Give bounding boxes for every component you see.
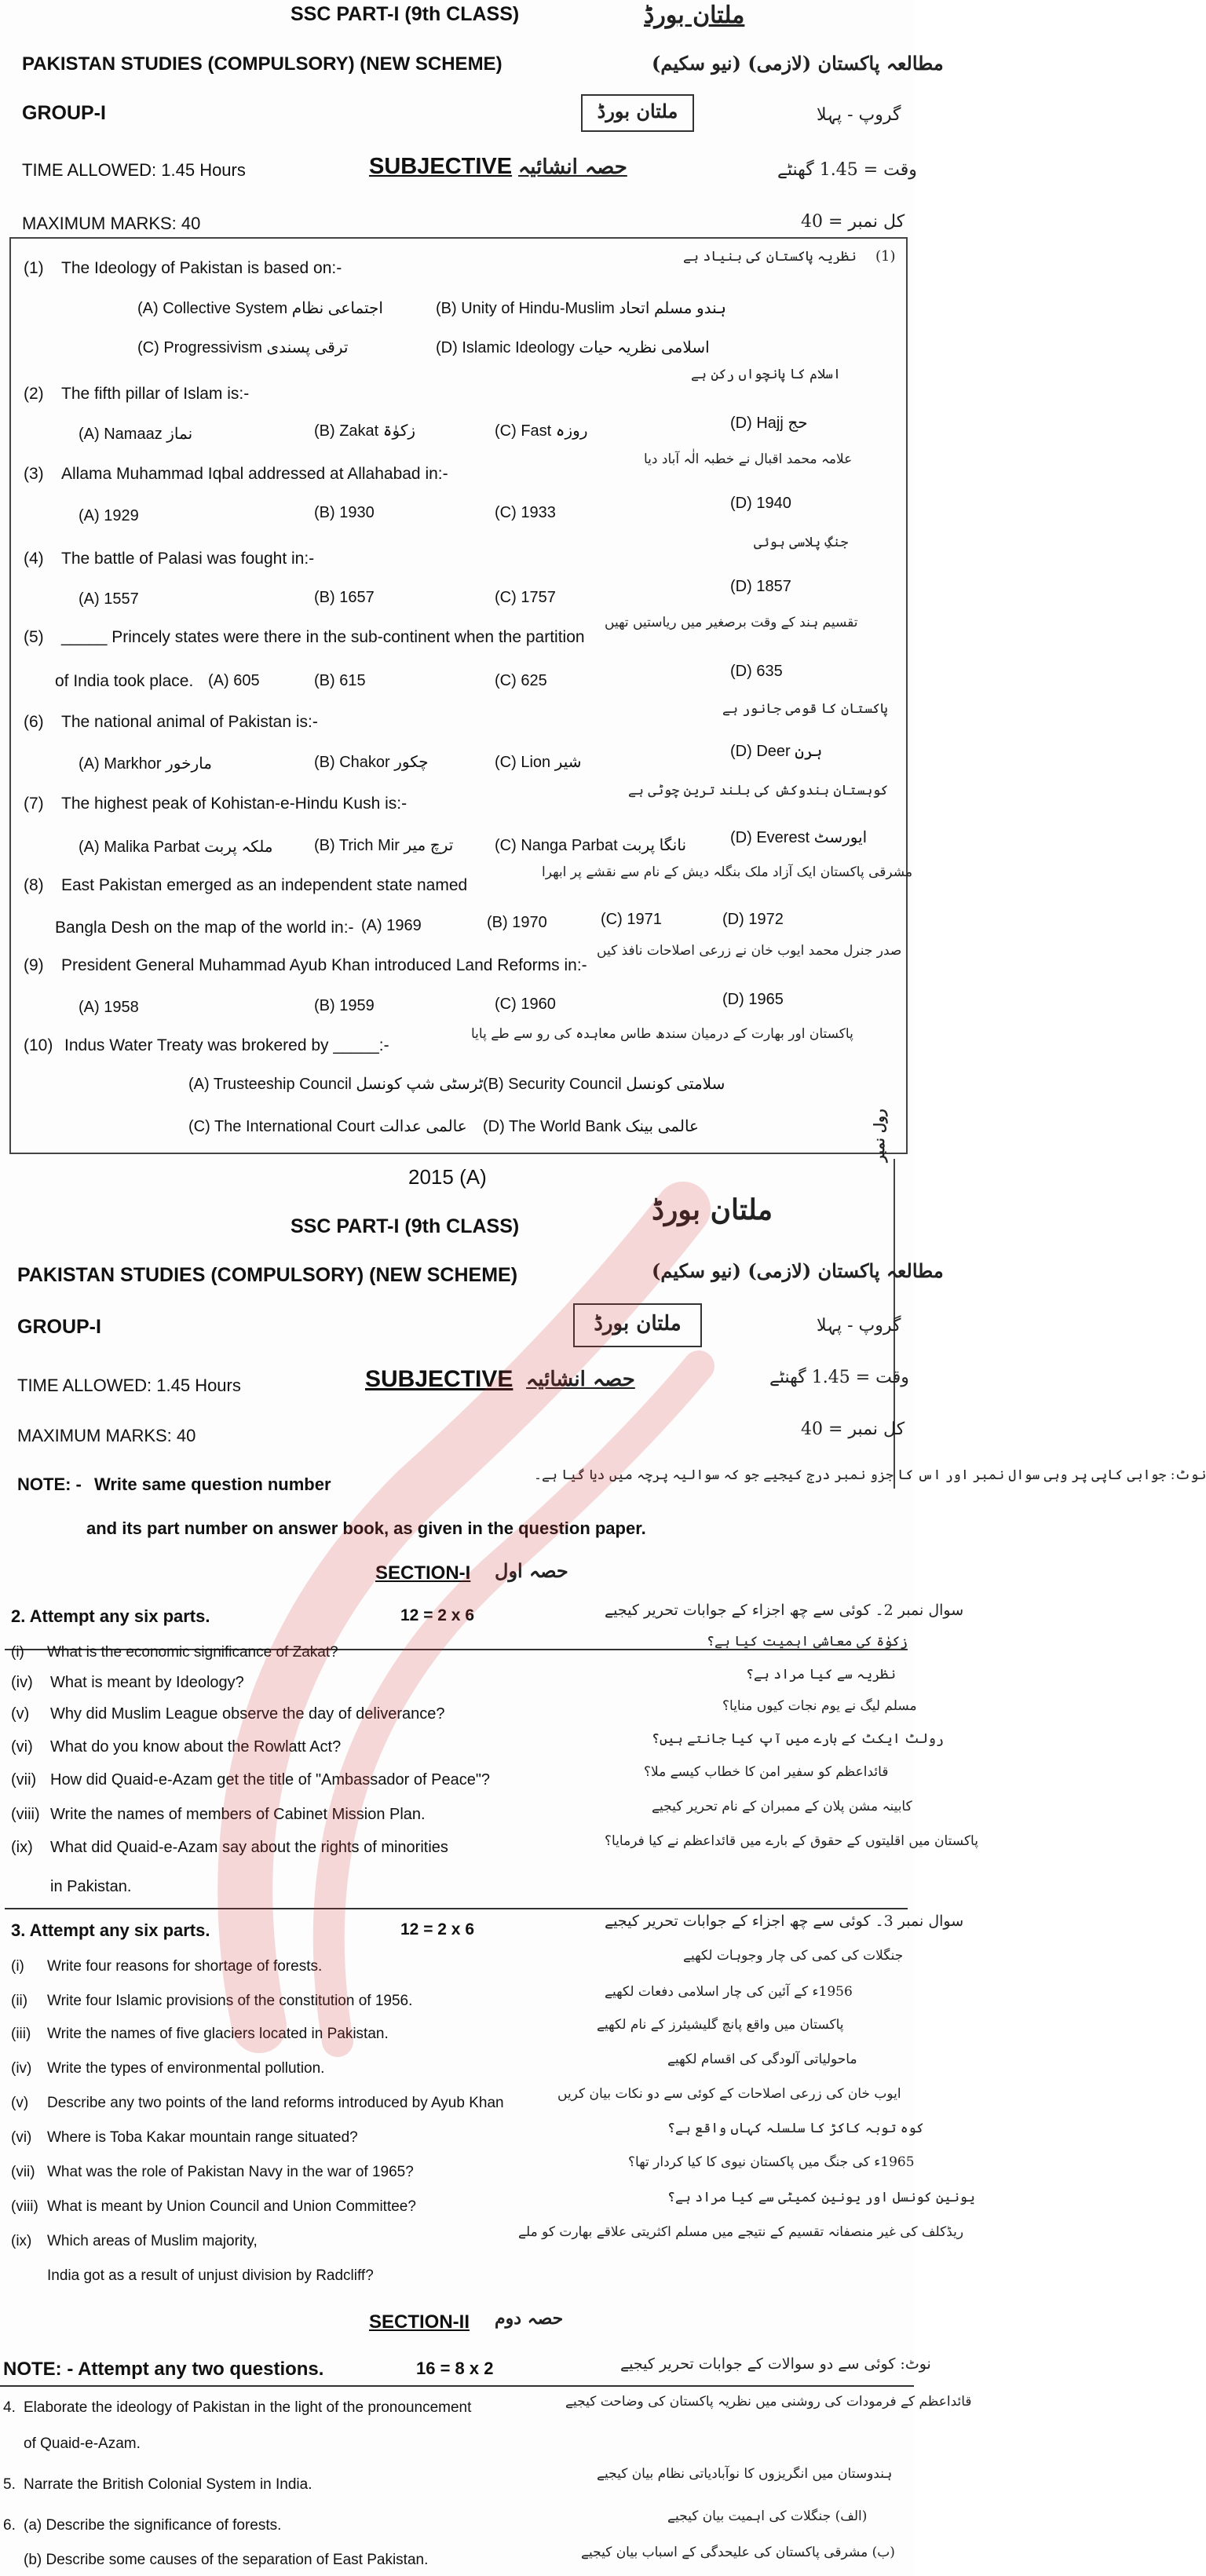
q2-part-num: (ix) bbox=[11, 1839, 33, 1856]
section-2-note-urdu: نوٹ: کوئی سے دو سوالات کے جوابات تحریر کیجیے bbox=[620, 2355, 931, 2373]
mcq-option-b: (B) Security Council سلامتی کونسل bbox=[483, 1076, 725, 1093]
mcq-question: President General Muhammad Ayub Khan introduced Land Reforms in:- bbox=[61, 956, 587, 974]
section-2-title-urdu: حصہ دوم bbox=[495, 2308, 564, 2329]
q5-text: Narrate the British Colonial System in India. bbox=[24, 2476, 312, 2493]
q3-part-text: Write the names of five glaciers located in Pakistan. bbox=[47, 2026, 389, 2042]
mcq-option-b: (B) 615 bbox=[314, 672, 366, 689]
q3-part-text: What is meant by Union Council and Union Committee? bbox=[47, 2198, 416, 2215]
q3-part-num: (i) bbox=[11, 1958, 24, 1975]
q3-heading-urdu: سوال نمبر 3۔ کوئی سے چھ اجزاء کے جوابات تحریر کیجیے bbox=[605, 1913, 964, 1930]
mcq-option-c: (C) Fast روزہ bbox=[495, 422, 588, 440]
mcq-question: The national animal of Pakistan is:- bbox=[61, 713, 318, 731]
subjective-label-2: SUBJECTIVE bbox=[365, 1366, 513, 1392]
q3-part-num: (ix) bbox=[11, 2233, 32, 2249]
mcq-option-c: (C) 1757 bbox=[495, 589, 556, 606]
q2-part-num: (vii) bbox=[11, 1771, 37, 1789]
q2-part-urdu: رولٹ ایکٹ کے بارے میں آپ کیا جانتے ہیں؟ bbox=[652, 1731, 944, 1747]
mcq-option-a: (A) Namaaz نماز bbox=[79, 426, 193, 443]
q2-part-urdu: نظریہ سے کیا مراد ہے؟ bbox=[746, 1667, 896, 1683]
subject-title-2: PAKISTAN STUDIES (COMPULSORY) (NEW SCHEME) bbox=[17, 1264, 518, 1286]
mcq-option-c: (C) The International Court عالمی عدالت bbox=[188, 1118, 467, 1135]
stamp-text-2: ملتان بورڈ bbox=[594, 1312, 682, 1336]
mcq-option-b: (B) Unity of Hindu-Muslim ہندو مسلم اتحاد bbox=[436, 300, 726, 317]
board-stamp bbox=[581, 94, 694, 132]
mcq-option-d: (D) 635 bbox=[730, 663, 783, 680]
q3-divider bbox=[5, 1908, 908, 1909]
section-1-title: SECTION-I bbox=[375, 1562, 471, 1584]
q6a-text: (a) Describe the significance of forests. bbox=[24, 2517, 282, 2534]
q6b-text-urdu: (ب) مشرقی پاکستان کی علیحدگی کے اسباب بیان کیجیے bbox=[581, 2545, 895, 2560]
class-title: SSC PART-I (9th CLASS) bbox=[291, 3, 520, 25]
time-allowed: TIME ALLOWED: 1.45 Hours bbox=[22, 160, 246, 180]
mcq-option-b: (B) 1959 bbox=[314, 997, 375, 1014]
mcq-option-a: (A) 1929 bbox=[79, 507, 139, 524]
mcq-option-d: (D) 1972 bbox=[722, 911, 784, 928]
q2-part-num: (v) bbox=[11, 1705, 30, 1723]
mcq-question: The highest peak of Kohistan-e-Hindu Kush is:- bbox=[61, 795, 407, 813]
q2-part-text: What do you know about the Rowlatt Act? bbox=[50, 1738, 342, 1756]
mcq-option-c: (C) 625 bbox=[495, 672, 547, 689]
mcq-option-d: (D) 1940 bbox=[730, 495, 791, 512]
mcq-option-b: (B) 1970 bbox=[487, 914, 547, 931]
mcq-number: (1) bbox=[24, 259, 44, 277]
q2-part-num: (iv) bbox=[11, 1674, 33, 1691]
subjective-label-urdu: حصہ انشائیہ bbox=[518, 155, 627, 179]
q2-part-text: What is meant by Ideology? bbox=[50, 1674, 244, 1691]
mcq-option-b: (B) Zakat زکوٰۃ bbox=[314, 422, 416, 440]
q2-part-urdu: مسلم لیگ نے یوم نجات کیوں منایا؟ bbox=[722, 1698, 917, 1714]
mcq-number: (7) bbox=[24, 795, 44, 813]
q3-part-text: What was the role of Pakistan Navy in the war of 1965? bbox=[47, 2164, 414, 2180]
mcq-option-a: (A) 1557 bbox=[79, 590, 139, 608]
q3-part-urdu: جنگلات کی کمی کی چار وجوہات لکھیے bbox=[683, 1948, 904, 1964]
mcq-option-c: (C) Nanga Parbat نانگا پربت bbox=[495, 837, 687, 854]
q2-part-urdu: کابینہ مشن پلان کے ممبران کے نام تحریر کیجیے bbox=[652, 1799, 912, 1814]
group-label-urdu-2: گروپ - پہلا bbox=[817, 1316, 901, 1336]
q2-part-text: Why did Muslim League observe the day of deliverance? bbox=[50, 1705, 445, 1723]
q3-part-num: (vi) bbox=[11, 2129, 32, 2146]
stamp-text: ملتان بورڈ bbox=[597, 100, 678, 122]
q3-part-urdu: کوہ توبہ کاکڑ کا سلسلہ کہاں واقع ہے؟ bbox=[667, 2121, 924, 2136]
mcq-number: (8) bbox=[24, 876, 44, 894]
note-urdu: نوٹ: جوابی کاپی پر وہی سوال نمبر اور اس کا جزو نمبر درج کیجیے جو کہ سوالیہ پرچہ میں دیا گیا ہے۔ bbox=[534, 1467, 1206, 1483]
q2-part-num: (viii) bbox=[11, 1806, 40, 1823]
mcq-question-urdu: پاکستان اور بھارت کے درمیان سندھ طاس معاہدہ کی رو سے طے پایا bbox=[471, 1026, 853, 1042]
q6a-text-urdu: (الف) جنگلات کی اہمیت بیان کیجیے bbox=[667, 2508, 868, 2524]
mcq-option-a: (A) Collective System اجتماعی نظام bbox=[137, 300, 383, 317]
mcq-question-urdu: جنگِ پلاسی ہوئی bbox=[754, 535, 849, 550]
q3-part-text: Write the types of environmental pollution. bbox=[47, 2060, 325, 2077]
paper-year: 2015 (A) bbox=[408, 1165, 487, 1189]
mcq-option-d: (D) Hajj حج bbox=[730, 415, 808, 432]
q3-part-num: (iv) bbox=[11, 2060, 32, 2077]
q2-part-urdu: زکوٰۃ کی معاشی اہمیت کیا ہے؟ bbox=[707, 1634, 908, 1650]
q3-part-text: Write four Islamic provisions of the constitution of 1956. bbox=[47, 1993, 413, 2009]
q2-part-text: What did Quaid-e-Azam say about the rights of minorities bbox=[50, 1839, 448, 1856]
subject-title: PAKISTAN STUDIES (COMPULSORY) (NEW SCHEME) bbox=[22, 53, 502, 75]
q3-part-num: (viii) bbox=[11, 2198, 38, 2215]
q3-part-urdu: ایوب خان کی زرعی اصلاحات کے کوئی سے دو نکات بیان کریں bbox=[557, 2086, 901, 2102]
mcq-option-c: (C) 1971 bbox=[601, 911, 662, 928]
group-label: GROUP-I bbox=[22, 102, 106, 124]
q6-number: 6. bbox=[3, 2517, 16, 2534]
q4-text: Elaborate the ideology of Pakistan in the light of the pronouncement bbox=[24, 2399, 472, 2416]
mcq-option-d: (D) 1965 bbox=[722, 991, 784, 1008]
q3-part-urdu: ریڈکلف کی غیر منصفانہ تقسیم کے نتیجے میں مسلم اکثریتی علاقے بھارت کو ملے bbox=[518, 2224, 964, 2240]
max-marks-urdu: کل نمبر = 40 bbox=[801, 212, 905, 232]
class-title-2: SSC PART-I (9th CLASS) bbox=[291, 1215, 520, 1237]
time-allowed-urdu-2: وقت = 1.45 گھنٹے bbox=[769, 1368, 909, 1387]
time-allowed-2: TIME ALLOWED: 1.45 Hours bbox=[17, 1376, 241, 1395]
group-label-2: GROUP-I bbox=[17, 1316, 101, 1338]
q3-part-text: Which areas of Muslim majority, bbox=[47, 2233, 258, 2249]
q5-text-urdu: ہندوستان میں انگریزوں کا نوآبادیاتی نظام بیان کیجیے bbox=[597, 2466, 893, 2482]
max-marks-urdu-2: کل نمبر = 40 bbox=[801, 1420, 905, 1439]
q4-number: 4. bbox=[3, 2399, 16, 2416]
note-label: NOTE: - bbox=[17, 1474, 82, 1494]
mcq-question-urdu: کوہستان ہندوکش کی بلند ترین چوٹی ہے bbox=[628, 783, 889, 798]
mcq-number: (6) bbox=[24, 713, 44, 731]
q4-text-cont: of Quaid-e-Azam. bbox=[24, 2435, 141, 2452]
mcq-question: Allama Muhammad Iqbal addressed at Allahabad in:- bbox=[61, 465, 448, 483]
section-2-divider bbox=[0, 2385, 914, 2387]
mcq-number: (3) bbox=[24, 465, 44, 483]
q2-heading: 2. Attempt any six parts. bbox=[11, 1606, 210, 1626]
mcq-number: (2) bbox=[24, 385, 44, 403]
mcq-option-c: (C) 1960 bbox=[495, 996, 556, 1013]
mcq-question-urdu: پاکستان کا قومی جانور ہے bbox=[722, 701, 888, 717]
mcq-question-urdu: تقسیم ہند کے وقت برصغیر میں ریاستیں تھیں bbox=[605, 615, 858, 630]
mcq-option-a: (A) Markhor مارخور bbox=[79, 755, 212, 773]
max-marks-2: MAXIMUM MARKS: 40 bbox=[17, 1426, 196, 1445]
q2-part-num: (i) bbox=[11, 1644, 24, 1661]
subject-title-urdu: مطالعہ پاکستان (لازمی) (نیو سکیم) bbox=[652, 52, 944, 75]
q3-part-num: (ii) bbox=[11, 1993, 28, 2009]
note-line-2: and its part number on answer book, as given in the question paper. bbox=[86, 1518, 646, 1538]
subjective-label: SUBJECTIVE bbox=[369, 154, 513, 179]
q3-part-urdu: پاکستان میں واقع پانچ گلیشیئرز کے نام لکھیے bbox=[597, 2017, 844, 2033]
q2-part-text: What is the economic significance of Zakat? bbox=[47, 1644, 338, 1661]
mcq-question-urdu: صدر جنرل محمد ایوب خان نے زرعی اصلاحات نافذ کیں bbox=[597, 943, 902, 959]
mcq-question-urdu: علامہ محمد اقبال نے خطبہ الٰہ آباد دیا bbox=[644, 451, 853, 467]
q5-number: 5. bbox=[3, 2476, 16, 2493]
roll-number-label: رول نمبر bbox=[872, 1109, 888, 1162]
q3-part-num: (vii) bbox=[11, 2164, 35, 2180]
mcq-option-b: (B) Chakor چکور bbox=[314, 754, 429, 771]
note-line-1: Write same question number bbox=[94, 1474, 331, 1494]
mcq-question: The fifth pillar of Islam is:- bbox=[61, 385, 250, 403]
q3-part-text: Describe any two points of the land reforms introduced by Ayub Khan bbox=[47, 2095, 504, 2111]
mcq-option-d: (D) The World Bank عالمی بینک bbox=[483, 1118, 699, 1135]
mcq-question: The battle of Palasi was fought in:- bbox=[61, 550, 315, 568]
q3-part-num: (v) bbox=[11, 2095, 29, 2111]
q3-marks: 12 = 2 x 6 bbox=[400, 1920, 474, 1938]
q3-part-num: (iii) bbox=[11, 2026, 31, 2042]
mcq-number: (10) bbox=[24, 1036, 53, 1054]
time-allowed-urdu: وقت = 1.45 گھنٹے bbox=[777, 160, 917, 180]
q2-part-text: How did Quaid-e-Azam get the title of "Ambassador of Peace"? bbox=[50, 1771, 491, 1789]
mcq-number: (9) bbox=[24, 956, 44, 974]
mcq-option-a: (A) 605 bbox=[208, 672, 260, 689]
mcq-option-d: (D) Deer ہرن bbox=[730, 743, 823, 760]
section-1-title-urdu: حصہ اول bbox=[495, 1559, 568, 1582]
q2-part-urdu: قائداعظم کو سفیر امن کا خطاب کیسے ملا؟ bbox=[644, 1764, 889, 1780]
board-stamp-2 bbox=[573, 1303, 702, 1347]
mcq-question-cont: of India took place. bbox=[55, 672, 194, 690]
mcq-question-cont: Bangla Desh on the map of the world in:- bbox=[55, 919, 354, 937]
q2-part-text: Write the names of members of Cabinet Mission Plan. bbox=[50, 1806, 426, 1823]
q3-part-text: Where is Toba Kakar mountain range situated? bbox=[47, 2129, 358, 2146]
mcq-option-b: (B) Trich Mir ترچ میر bbox=[314, 837, 454, 854]
mcq-question: East Pakistan emerged as an independent state named bbox=[61, 876, 468, 894]
q3-part-urdu: 1956ء کے آئین کی چار اسلامی دفعات لکھیے bbox=[605, 1984, 853, 2000]
mcq-option-c: (C) Lion شیر bbox=[495, 754, 582, 771]
q2-part-text-cont: in Pakistan. bbox=[50, 1878, 132, 1895]
mcq-question-urdu: اسلام کا پانچواں رکن ہے bbox=[691, 367, 841, 382]
mcq-option-a: (A) 1958 bbox=[79, 999, 139, 1016]
mcq-question: The Ideology of Pakistan is based on:- bbox=[61, 259, 342, 277]
q6b-text: (b) Describe some causes of the separation of East Pakistan. bbox=[24, 2552, 429, 2568]
q3-part-urdu: ماحولیاتی آلودگی کی اقسام لکھیے bbox=[667, 2052, 857, 2067]
mcq-option-c: (C) Progressivism ترقی پسندی bbox=[137, 339, 349, 356]
q2-heading-urdu: سوال نمبر 2۔ کوئی سے چھ اجزاء کے جوابات تحریر کیجیے bbox=[605, 1602, 964, 1619]
max-marks: MAXIMUM MARKS: 40 bbox=[22, 214, 201, 233]
mcq-option-b: (B) 1657 bbox=[314, 589, 375, 606]
q3-part-text: Write four reasons for shortage of forests. bbox=[47, 1958, 323, 1975]
section-2-note: NOTE: - Attempt any two questions. bbox=[3, 2359, 324, 2380]
subject-title-urdu-2: مطالعہ پاکستان (لازمی) (نیو سکیم) bbox=[652, 1259, 944, 1282]
mcq-option-a: (A) Malika Parbat ملکہ پربت bbox=[79, 839, 273, 856]
mcq-question: _____ Princely states were there in the sub-continent when the partition bbox=[61, 628, 585, 646]
mcq-option-b: (B) 1930 bbox=[314, 504, 375, 521]
group-label-urdu: گروپ - پہلا bbox=[817, 105, 901, 125]
mcq-question: Indus Water Treaty was brokered by _____:- bbox=[64, 1036, 389, 1054]
section-2-marks: 16 = 8 x 2 bbox=[416, 2359, 494, 2378]
mcq-question-urdu: مشرقی پاکستان ایک آزاد ملک بنگلہ دیش کے نام سے نقشے پر ابھرا bbox=[542, 864, 913, 880]
mcq-option-d: (D) Everest ایورسٹ bbox=[730, 829, 868, 846]
q3-part-urdu: 1965ء کی جنگ میں پاکستان نیوی کا کیا کردار تھا؟ bbox=[628, 2154, 915, 2170]
mcq-question-urdu: نظریہ پاکستان کی بنیاد ہے bbox=[683, 249, 857, 265]
section-2-title: SECTION-II bbox=[369, 2311, 470, 2333]
q2-part-urdu: پاکستان میں اقلیتوں کے حقوق کے بارے میں قائداعظم نے کیا فرمایا؟ bbox=[605, 1833, 978, 1849]
q2-part-num: (vi) bbox=[11, 1738, 33, 1756]
mcq-option-a: (A) 1969 bbox=[361, 917, 422, 934]
q3-part-urdu: یونین کونسل اور یونین کمیٹی سے کیا مراد ہے؟ bbox=[667, 2190, 975, 2205]
q2-marks: 12 = 2 x 6 bbox=[400, 1606, 474, 1624]
q3-heading: 3. Attempt any six parts. bbox=[11, 1920, 210, 1940]
mcq-number: (4) bbox=[24, 550, 44, 568]
q3-part-text-cont: India got as a result of unjust division by Radcliff? bbox=[47, 2267, 374, 2284]
mcq-option-c: (C) 1933 bbox=[495, 504, 556, 521]
mcq-option-d: (D) 1857 bbox=[730, 578, 791, 595]
mcq-option-d: (D) Islamic Ideology اسلامی نظریہ حیات bbox=[436, 339, 710, 356]
mcq-number: (5) bbox=[24, 628, 44, 646]
board-name-urdu-2: ملتان بورڈ bbox=[652, 1193, 773, 1226]
board-name-urdu: ملتان بورڈ bbox=[644, 2, 745, 29]
mcq-option-a: (A) Trusteeship Council ٹرسٹی شپ کونسل bbox=[188, 1076, 484, 1093]
subjective-label-urdu-2: حصہ انشائیہ bbox=[526, 1368, 635, 1391]
q4-text-urdu: قائداعظم کے فرمودات کی روشنی میں نظریہ پاکستان کی وضاحت کیجیے bbox=[565, 2394, 972, 2410]
mcq-number-urdu: (1) bbox=[875, 248, 896, 265]
